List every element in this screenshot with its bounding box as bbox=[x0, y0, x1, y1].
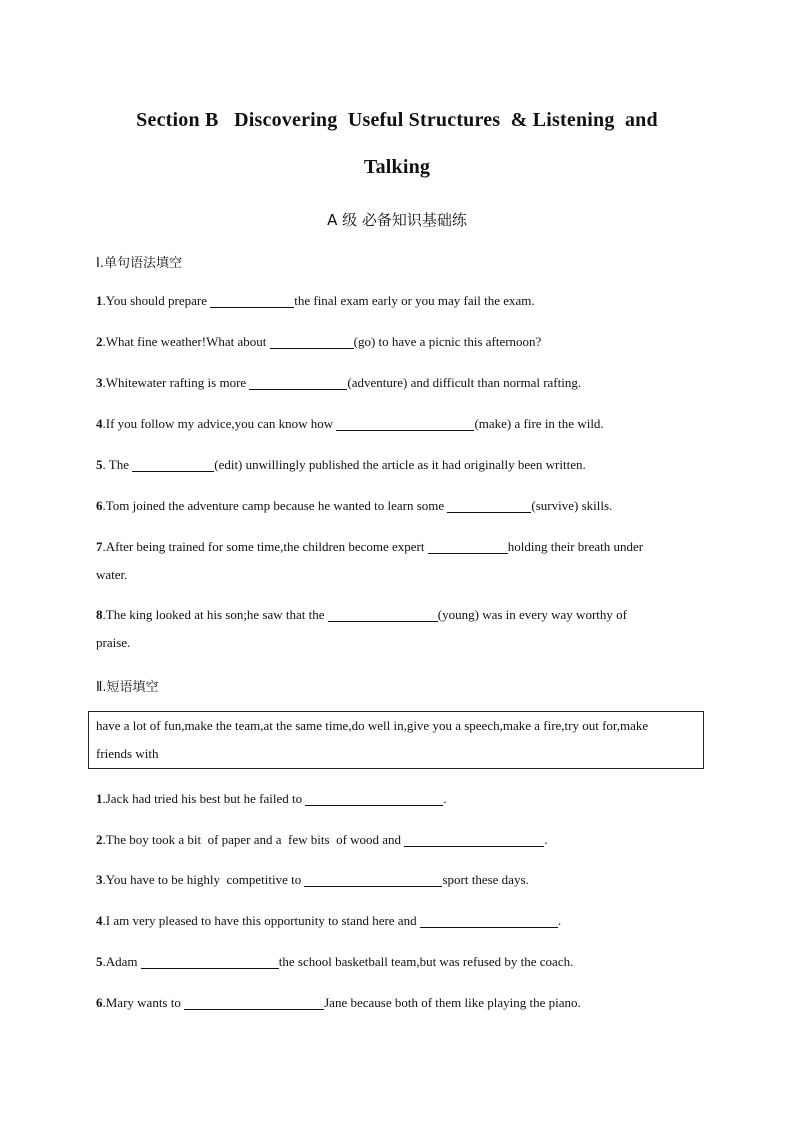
phrase-question-6 bbox=[96, 989, 581, 1016]
question-text: .You should prepare bbox=[102, 293, 211, 308]
question-number: 5 bbox=[96, 954, 103, 969]
answer-blank[interactable] bbox=[404, 832, 544, 847]
answer-blank[interactable] bbox=[428, 539, 508, 554]
answer-blank[interactable] bbox=[141, 954, 279, 969]
question-number: 1 bbox=[96, 293, 103, 308]
question-number: 1 bbox=[96, 791, 103, 806]
question-number: 4 bbox=[96, 913, 103, 928]
question-1 bbox=[96, 287, 535, 314]
question-2 bbox=[96, 328, 541, 355]
phrase-question-3 bbox=[96, 866, 529, 893]
question-text: holding their breath under bbox=[507, 539, 644, 554]
page-title: Section B Discovering Useful Structures & Listening and bbox=[136, 109, 658, 131]
question-number: 6 bbox=[96, 995, 103, 1010]
question-number: 3 bbox=[96, 872, 103, 887]
page-title-continuation: Talking bbox=[363, 156, 431, 178]
question-number: 2 bbox=[96, 334, 103, 349]
question-text: .What fine weather!What about bbox=[102, 334, 270, 349]
word-box-line: have a lot of fun,make the team,at the same time,do well in,give you a speech,make a fire,try out for,make bbox=[96, 718, 649, 733]
question-7-continuation: water. bbox=[96, 567, 128, 582]
answer-blank[interactable] bbox=[184, 995, 324, 1010]
question-text: (adventure) and difficult than normal rafting. bbox=[347, 375, 582, 390]
question-text: .I am very pleased to have this opportunity to stand here and bbox=[102, 913, 420, 928]
question-number: 7 bbox=[96, 539, 103, 554]
phrase-question-1 bbox=[96, 785, 447, 812]
section-heading-grammar: Ⅰ.单句语法填空 bbox=[96, 256, 182, 271]
word-box-line: friends with bbox=[96, 746, 159, 761]
answer-blank[interactable] bbox=[132, 457, 214, 472]
question-8-continuation: praise. bbox=[96, 635, 131, 650]
answer-blank[interactable] bbox=[304, 872, 442, 887]
answer-blank[interactable] bbox=[328, 607, 438, 622]
question-number: 3 bbox=[96, 375, 103, 390]
question-5 bbox=[96, 451, 586, 478]
question-4 bbox=[96, 410, 604, 437]
question-3 bbox=[96, 369, 581, 396]
question-8 bbox=[96, 601, 627, 628]
question-text: sport these days. bbox=[442, 872, 529, 887]
question-text: . bbox=[544, 832, 548, 847]
question-text: .Jack had tried his best but he failed to bbox=[102, 791, 306, 806]
question-text: (survive) skills. bbox=[531, 498, 613, 513]
question-text: the final exam early or you may fail the exam. bbox=[294, 293, 535, 308]
answer-blank[interactable] bbox=[305, 791, 443, 806]
section-heading-phrases: Ⅱ.短语填空 bbox=[96, 680, 159, 695]
question-text: Jane because both of them like playing the piano. bbox=[324, 995, 581, 1010]
question-text: .You have to be highly competitive to bbox=[102, 872, 305, 887]
question-text: .The boy took a bit of paper and a few bits of wood and bbox=[102, 832, 405, 847]
answer-blank[interactable] bbox=[420, 913, 558, 928]
question-number: 2 bbox=[96, 832, 103, 847]
question-text: . The bbox=[102, 457, 133, 472]
phrase-word-box bbox=[88, 711, 704, 769]
question-text: .Whitewater rafting is more bbox=[102, 375, 250, 390]
question-text: .Tom joined the adventure camp because he wanted to learn some bbox=[102, 498, 448, 513]
question-text: (young) was in every way worthy of bbox=[437, 607, 627, 622]
question-6 bbox=[96, 492, 612, 519]
question-text: (edit) unwillingly published the article as it had originally been written. bbox=[214, 457, 586, 472]
question-text: . bbox=[443, 791, 447, 806]
question-text: .The king looked at his son;he saw that the bbox=[102, 607, 328, 622]
question-number: 4 bbox=[96, 416, 103, 431]
answer-blank[interactable] bbox=[336, 416, 474, 431]
question-text: (go) to have a picnic this afternoon? bbox=[353, 334, 542, 349]
question-text: .Mary wants to bbox=[102, 995, 185, 1010]
phrase-question-5 bbox=[96, 948, 573, 975]
question-7 bbox=[96, 533, 643, 560]
question-number: 5 bbox=[96, 457, 103, 472]
phrase-question-4 bbox=[96, 907, 561, 934]
answer-blank[interactable] bbox=[270, 334, 354, 349]
question-number: 8 bbox=[96, 607, 103, 622]
answer-blank[interactable] bbox=[210, 293, 294, 308]
answer-blank[interactable] bbox=[249, 375, 347, 390]
answer-blank[interactable] bbox=[447, 498, 531, 513]
level-heading: A 级 必备知识基础练 bbox=[327, 211, 467, 229]
question-text: .After being trained for some time,the children become expert bbox=[102, 539, 428, 554]
question-number: 6 bbox=[96, 498, 103, 513]
question-text: (make) a fire in the wild. bbox=[474, 416, 604, 431]
phrase-question-2 bbox=[96, 826, 548, 853]
question-text: .If you follow my advice,you can know how bbox=[102, 416, 337, 431]
question-text: .Adam bbox=[102, 954, 141, 969]
question-text: the school basketball team,but was refused by the coach. bbox=[278, 954, 574, 969]
question-text: . bbox=[557, 913, 562, 928]
